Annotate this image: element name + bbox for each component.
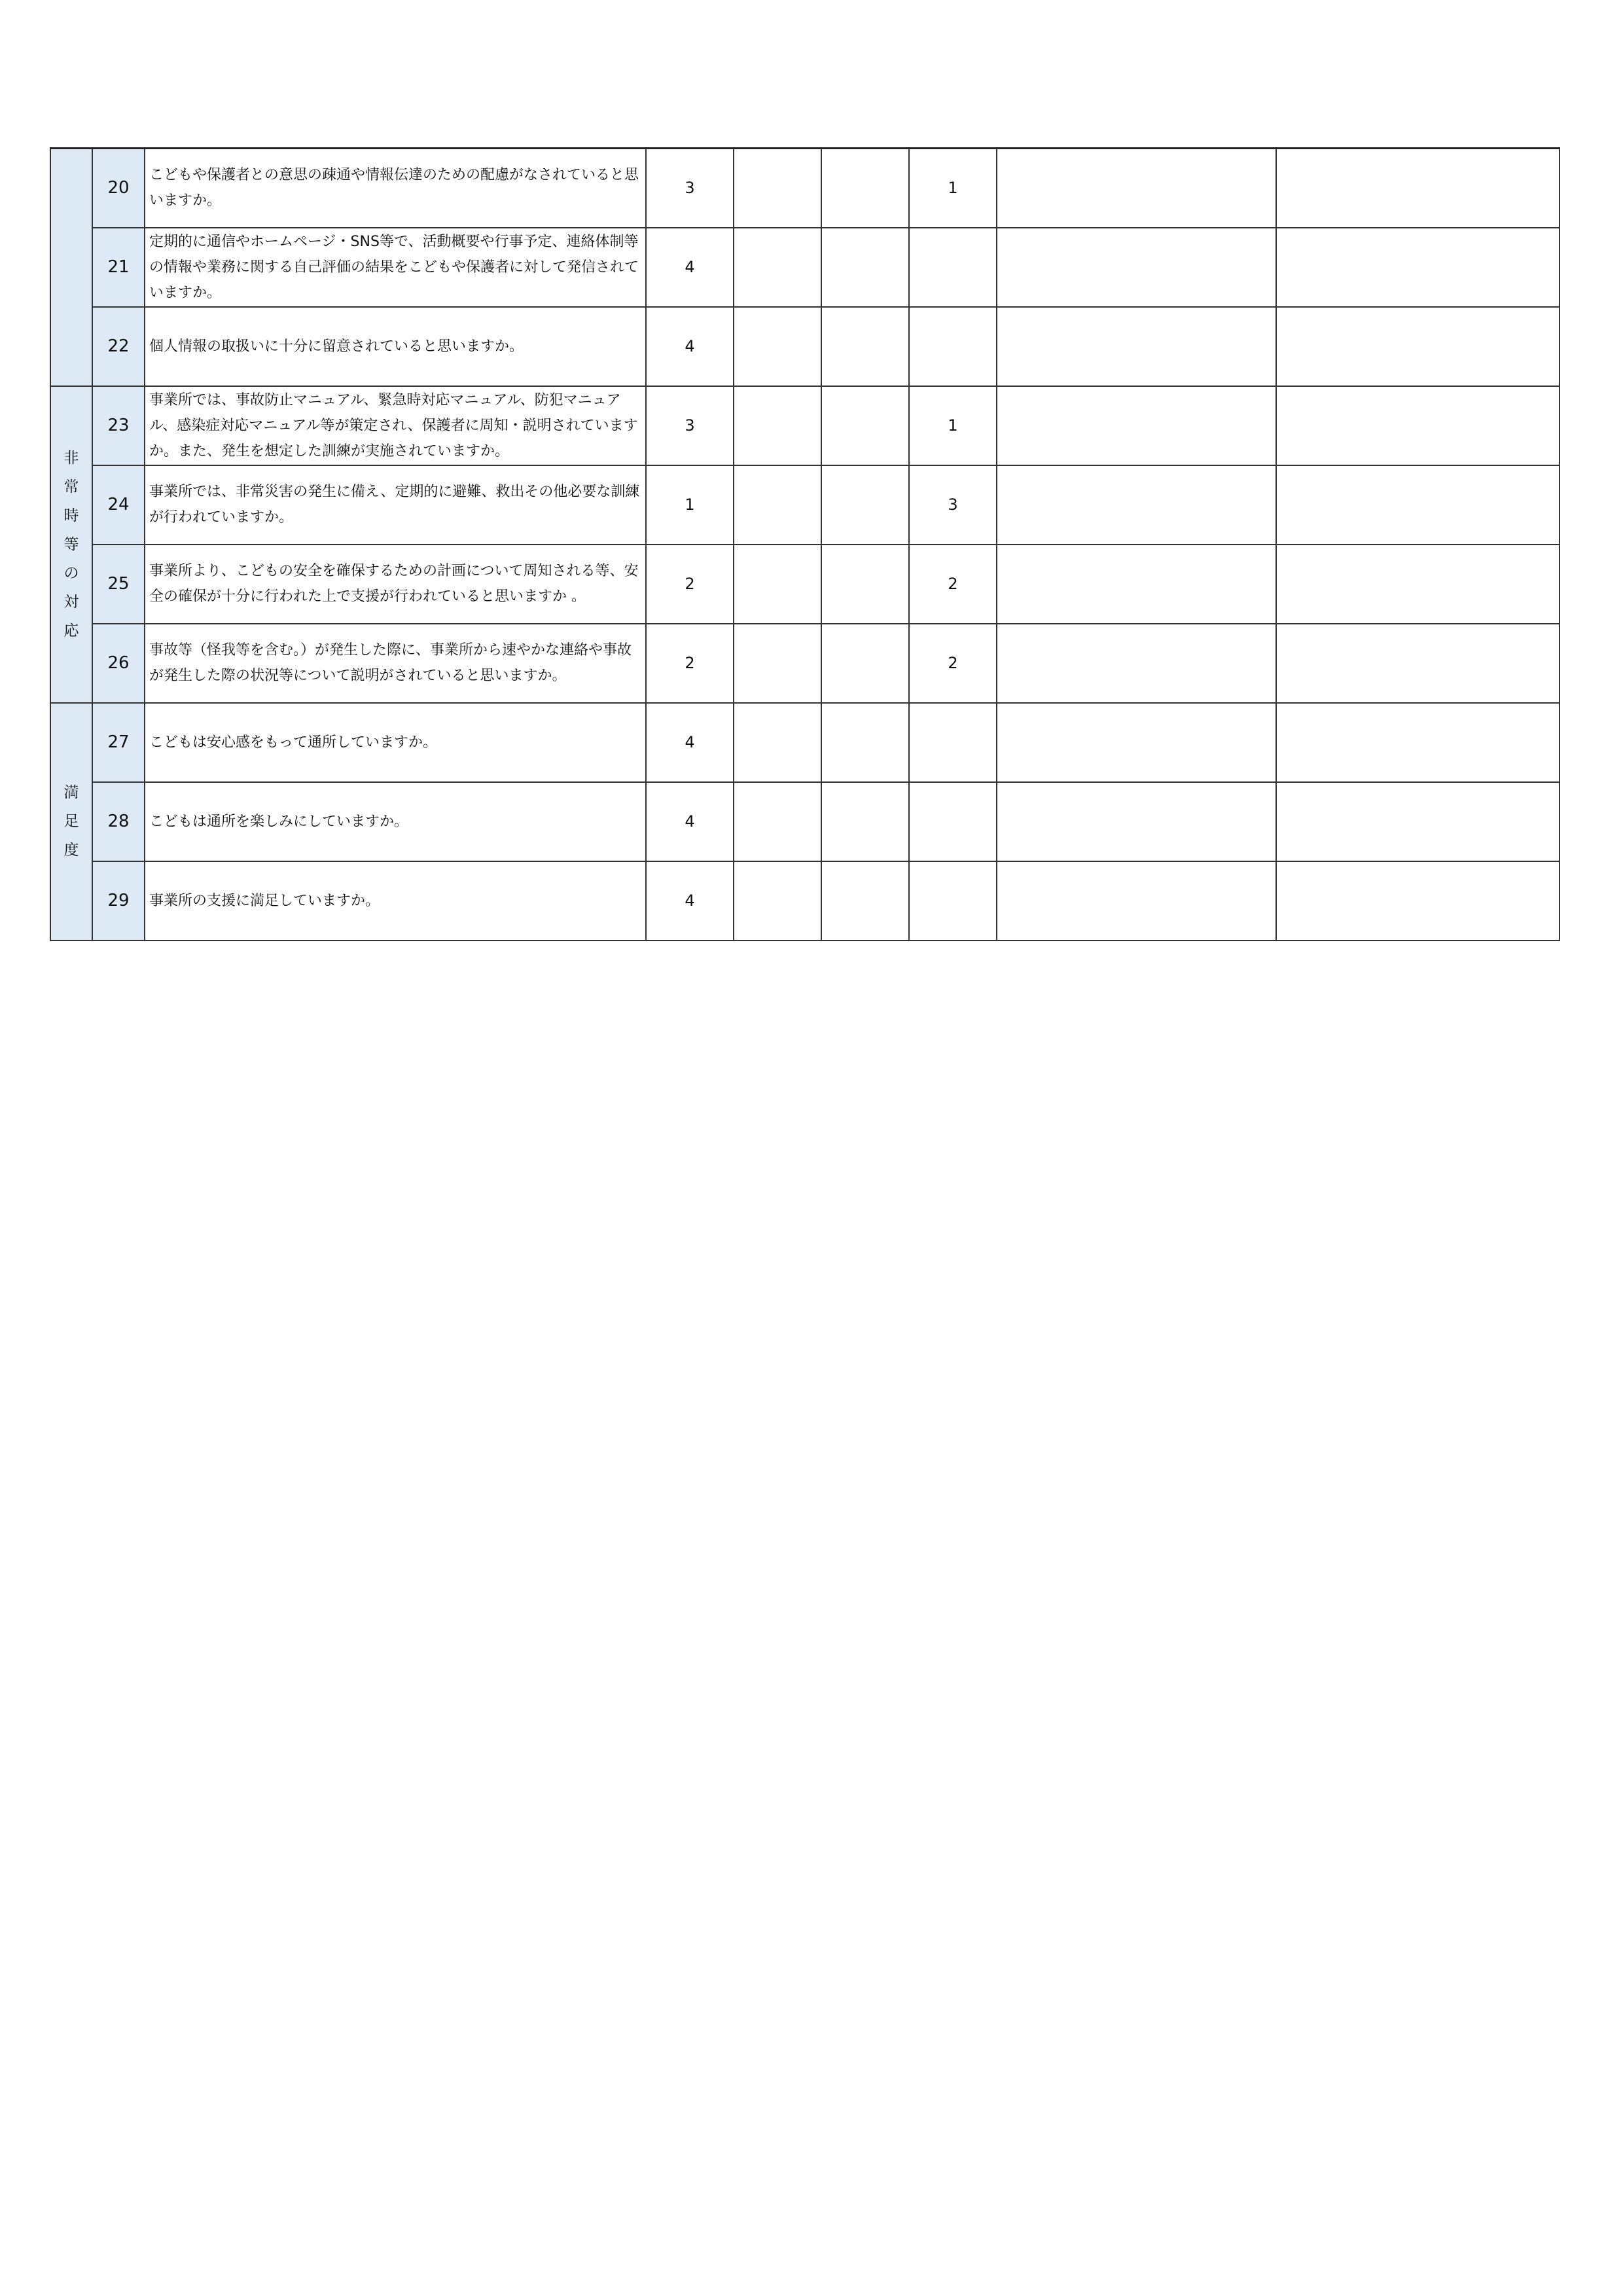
response-cell xyxy=(1276,386,1560,465)
question-number: 21 xyxy=(92,228,145,307)
category-cell-satisfaction xyxy=(50,703,92,941)
response-cell xyxy=(1276,149,1560,228)
answer-col2-cell xyxy=(734,703,821,782)
question-text: こどもは通所を楽しみにしていますか。 xyxy=(145,782,646,861)
answer-col3-cell xyxy=(821,624,909,703)
answer-col3-cell xyxy=(821,861,909,941)
question-number: 24 xyxy=(92,465,145,545)
survey-table xyxy=(50,147,1560,941)
category-cell-previous xyxy=(50,149,92,386)
answer-col2-cell xyxy=(734,861,821,941)
answer-col2-cell xyxy=(734,624,821,703)
answer-col3-cell xyxy=(821,782,909,861)
category-char: 足 xyxy=(63,813,79,830)
question-text: 定期的に通信やホームページ・SNS等で、活動概要や行事予定、連絡体制等の情報や業務に関する自己評価の結果をこどもや保護者に対して発信されていますか。 xyxy=(145,228,646,307)
comment-cell xyxy=(997,307,1276,386)
answer-col3-cell xyxy=(821,149,909,228)
table-row xyxy=(50,386,1560,465)
response-cell xyxy=(1276,782,1560,861)
response-cell xyxy=(1276,228,1560,307)
category-char: の xyxy=(63,564,79,582)
question-number: 20 xyxy=(92,149,145,228)
question-text: 事業所より、こどもの安全を確保するための計画について周知される等、安全の確保が十分に行われた上で支援が行われていると思いますか 。 xyxy=(145,545,646,624)
table-row xyxy=(50,782,1560,861)
comment-cell xyxy=(997,386,1276,465)
answer-col4-cell xyxy=(909,861,997,941)
answer-col4-cell xyxy=(909,228,997,307)
response-cell xyxy=(1276,624,1560,703)
category-cell-emergency xyxy=(50,386,92,703)
question-number: 23 xyxy=(92,386,145,465)
answer-col3-cell xyxy=(821,386,909,465)
response-cell xyxy=(1276,861,1560,941)
answer-col1-cell: 3 xyxy=(646,149,734,228)
answer-col4-cell: 3 xyxy=(909,465,997,545)
question-number: 27 xyxy=(92,703,145,782)
table-row xyxy=(50,703,1560,782)
answer-col4-cell xyxy=(909,307,997,386)
response-cell xyxy=(1276,545,1560,624)
question-number: 25 xyxy=(92,545,145,624)
question-text: こどもや保護者との意思の疎通や情報伝達のための配慮がなされていると思いますか。 xyxy=(145,149,646,228)
answer-col1-cell: 2 xyxy=(646,624,734,703)
answer-col3-cell xyxy=(821,465,909,545)
response-cell xyxy=(1276,703,1560,782)
answer-col2-cell xyxy=(734,465,821,545)
question-text: 個人情報の取扱いに十分に留意されていると思いますか。 xyxy=(145,307,646,386)
answer-col1-cell: 3 xyxy=(646,386,734,465)
question-text: こどもは安心感をもって通所していますか。 xyxy=(145,703,646,782)
question-text: 事業所では、事故防止マニュアル、緊急時対応マニュアル、防犯マニュアル、感染症対応マニュアル等が策定され、保護者に周知・説明されていますか。また、発生を想定した訓練が実施されていますか。 xyxy=(145,386,646,465)
table-row xyxy=(50,861,1560,941)
question-text: 事業所では、非常災害の発生に備え、定期的に避難、救出その他必要な訓練が行われていますか。 xyxy=(145,465,646,545)
answer-col3-cell xyxy=(821,228,909,307)
table-row xyxy=(50,465,1560,545)
response-cell xyxy=(1276,307,1560,386)
response-cell xyxy=(1276,465,1560,545)
question-number: 22 xyxy=(92,307,145,386)
table-row xyxy=(50,624,1560,703)
answer-col1-cell: 4 xyxy=(646,861,734,941)
answer-col1-cell: 4 xyxy=(646,703,734,782)
comment-cell xyxy=(997,624,1276,703)
category-char: 非 xyxy=(63,449,79,467)
answer-col4-cell: 1 xyxy=(909,386,997,465)
answer-col2-cell xyxy=(734,149,821,228)
comment-cell xyxy=(997,861,1276,941)
table-row xyxy=(50,545,1560,624)
category-label-satisfaction xyxy=(64,778,79,865)
question-number: 28 xyxy=(92,782,145,861)
answer-col2-cell xyxy=(734,228,821,307)
comment-cell xyxy=(997,228,1276,307)
answer-col4-cell xyxy=(909,782,997,861)
category-char: 対 xyxy=(63,593,79,611)
comment-cell xyxy=(997,545,1276,624)
answer-col3-cell xyxy=(821,307,909,386)
category-char: 満 xyxy=(63,784,79,801)
category-char: 時 xyxy=(63,507,79,524)
table-row xyxy=(50,228,1560,307)
answer-col2-cell xyxy=(734,307,821,386)
answer-col1-cell: 2 xyxy=(646,545,734,624)
question-number: 26 xyxy=(92,624,145,703)
category-label-emergency xyxy=(64,444,79,645)
comment-cell xyxy=(997,465,1276,545)
category-char: 応 xyxy=(63,622,79,639)
answer-col2-cell xyxy=(734,545,821,624)
answer-col4-cell xyxy=(909,703,997,782)
answer-col1-cell: 4 xyxy=(646,228,734,307)
category-char: 等 xyxy=(63,535,79,553)
comment-cell xyxy=(997,149,1276,228)
answer-col2-cell xyxy=(734,782,821,861)
comment-cell xyxy=(997,782,1276,861)
answer-col1-cell: 1 xyxy=(646,465,734,545)
answer-col3-cell xyxy=(821,545,909,624)
answer-col2-cell xyxy=(734,386,821,465)
table-row xyxy=(50,307,1560,386)
answer-col1-cell: 4 xyxy=(646,307,734,386)
question-text: 事故等（怪我等を含む。）が発生した際に、事業所から速やかな連絡や事故が発生した際の状況等について説明がされていると思いますか。 xyxy=(145,624,646,703)
answer-col1-cell: 4 xyxy=(646,782,734,861)
question-number: 29 xyxy=(92,861,145,941)
answer-col4-cell: 1 xyxy=(909,149,997,228)
category-char: 度 xyxy=(63,842,79,859)
table-row xyxy=(50,149,1560,228)
answer-col4-cell: 2 xyxy=(909,624,997,703)
question-text: 事業所の支援に満足していますか。 xyxy=(145,861,646,941)
category-char: 常 xyxy=(63,478,79,495)
answer-col3-cell xyxy=(821,703,909,782)
answer-col4-cell: 2 xyxy=(909,545,997,624)
comment-cell xyxy=(997,703,1276,782)
